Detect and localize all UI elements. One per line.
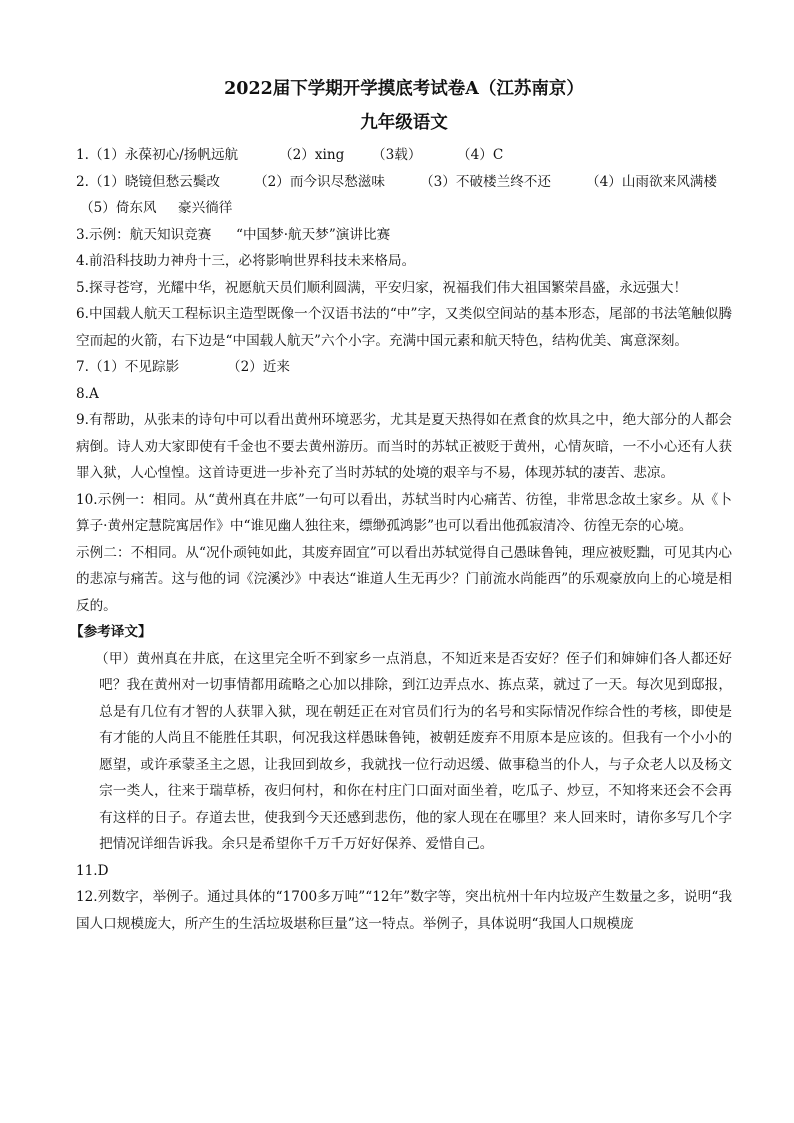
answer-6: 6.中国载人航天工程标识主造型既像一个汉语书法的“中”字，又类似空间站的基本形态，尾部的书法笔触似腾空而起的火箭，右下边是“中国载人航天”六个小字。充满中国元素和航天特色，结构优美、寓意深刻。 [76,306,732,349]
answer-2 [76,169,732,196]
answer-2-part-1: 2.（1）晓镜但愁云鬓改 [76,173,220,190]
answer-1-part-3: （3载） [372,147,422,163]
answer-1 [76,142,732,169]
answer-5: 5.探寻苍穹，光耀中华，祝愿航天员们顺利圆满，平安归家，祝福我们伟大祖国繁荣昌盛，永远强大！ [76,279,688,296]
answer-7-part-2: （2）近来 [227,359,291,375]
answer-2-part-5: （5）倚东风 [80,200,157,216]
answer-1-part-4: （4）C [457,147,504,163]
answer-3-part-1: 3.示例：航天知识竞赛 [76,226,212,243]
page-subtitle: 九年级语文 [360,113,448,133]
answer-8: 8.A [76,385,99,402]
answer-9: 9.有帮助，从张耒的诗句中可以看出黄州环境恶劣，尤其是夏天热得如在煮食的炊具之中，绝大部分的人都会病倒。诗人劝大家即使有千金也不要去黄州游历。而当时的苏轼正被贬于黄州，心情灰暗，一不小心还有人获罪入狱，人心惶惶。这首诗更进一步补充了当时苏轼的处境的艰辛与不易，体现苏轼的凄苦、悲凉。 [76,412,732,481]
answer-10-example-2: 示例二：不相同。从“况仆顽钝如此，其废弃固宜”可以看出苏轼觉得自己愚昧鲁钝，理应被贬黜，可见其内心的悲凉与痛苦。这与他的词《浣溪沙》中表达“谁道人生无再少？门前流水尚能西”的乐观豪放向上的心境是相反的。 [76,544,732,614]
answer-2-part-3: （3）不破楼兰终不还 [420,173,551,190]
answer-11: 11.D [76,862,109,879]
reference-translation: （甲）黄州真在井底，在这里完全听不到家乡一点消息，不知近来是否安好？侄子们和婶婶们各人都还好吧？我在黄州对一切事情都用疏略之心加以排除，到江边弄点水、拣点菜，就过了一天。每次见到邸报，总是有几位有才智的人获罪入狱，现在朝廷正在对官员们行为的名号和实际情况作综合性的考核，即使是有才能的人尚且不能胜任其职，何况我这样愚昧鲁钝，被朝廷废弃不用原本是应该的。但我有一个小小的愿望，或许承蒙圣主之恩，让我回到故乡，我就找一位行动迟缓、做事稳当的仆人，与子众老人以及杨文宗一类人，往来于瑞草桥，夜归何村，和你在村庄门口面对面坐着，吃瓜子、炒豆，不知将来还会不会再有这样的日子。存道去世，使我到今天还感到悲伤，他的家人现在在哪里？来人回来时，请你多写几个字把情况详细告诉我。余只是希望你千万千万好好保养、爱惜自己。 [95,650,732,852]
answer-1-part-1: 1.（1）永葆初心/扬帆远航 [76,147,239,163]
answer-4: 4.前沿科技助力神舟十三，必将影响世界科技未来格局。 [76,253,416,269]
answer-12: 12.列数字，举例子。通过具体的“1700多万吨”“12年”数字等，突出杭州十年内垃圾产生数量之多，说明“我国人口规模庞大，所产生的生活垃圾堪称巨量”这一特点。举例子，具体说明“我国人口规模庞 [76,889,732,932]
page-title: 2022届下学期开学摸底考试卷A（江苏南京） [224,79,584,99]
answer-3 [76,222,732,249]
reference-translation-heading: 【参考译文】 [70,624,152,640]
answer-2-continued [76,195,732,222]
answer-7 [76,354,732,381]
answer-2-part-6: 豪兴徜徉 [178,200,233,216]
answer-2-part-2: （2）而今识尽愁滋味 [254,173,385,190]
answer-7-part-1: 7.（1）不见踪影 [76,359,180,375]
answer-10-example-1: 10.示例一：相同。从“黄州真在井底”一句可以看出，苏轼当时内心痛苦、彷徨，非常思念故土家乡。从《卜算子·黄州定慧院寓居作》中“谁见幽人独往来，缥缈孤鸿影”也可以看出他孤寂清冷、彷徨无奈的心境。 [76,491,732,534]
answer-3-part-2: “中国梦·航天梦”演讲比赛 [236,226,391,243]
answer-1-part-2: （2）xing [279,147,345,163]
answer-2-part-4: （4）山雨欲来风满楼 [586,173,717,190]
